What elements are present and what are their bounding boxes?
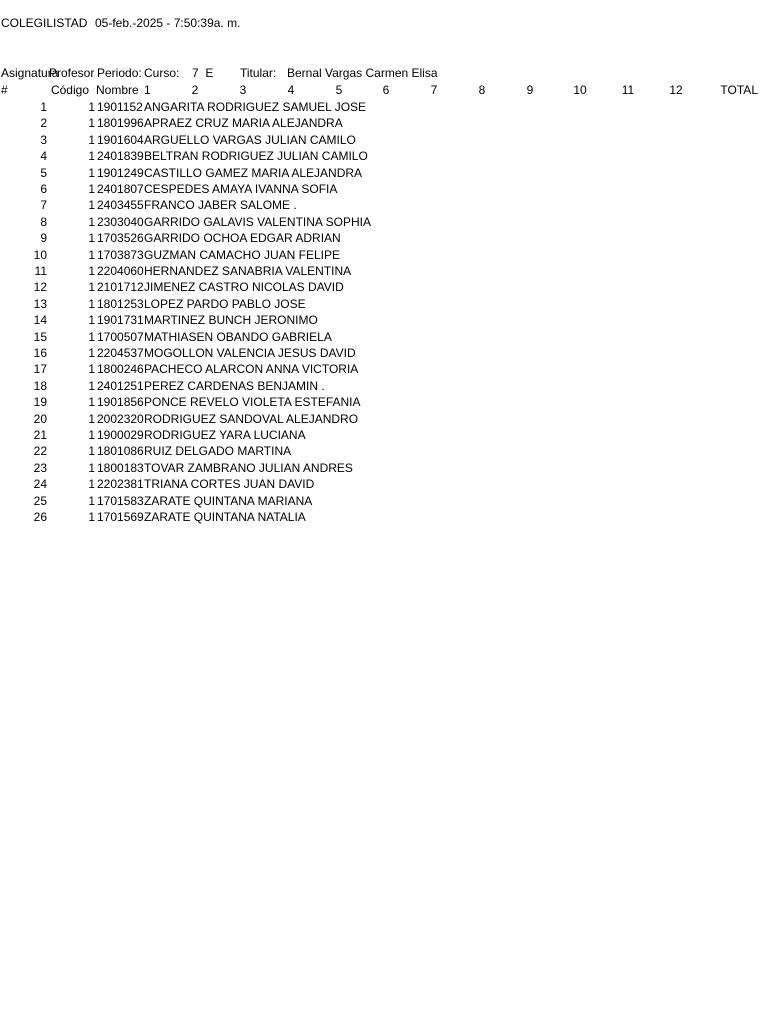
profesor-label: Profesor — [49, 66, 95, 80]
student-name: PACHECO ALARCON ANNA VICTORIA — [144, 362, 359, 377]
student-code: 1801086 — [97, 444, 144, 459]
row-value: 1 — [88, 378, 95, 393]
row-number: 5 — [40, 165, 47, 180]
student-name: ZARATE QUINTANA MARIANA — [144, 493, 313, 508]
column-header-period-6: 6 — [382, 83, 390, 97]
student-code: 1901731 — [97, 313, 144, 328]
student-name: GARRIDO OCHOA EDGAR ADRIAN — [144, 231, 341, 246]
row-number: 11 — [34, 264, 47, 278]
row-number: 16 — [33, 346, 47, 360]
student-name: PONCE REVELO VIOLETA ESTEFANIA — [144, 395, 361, 410]
column-header-period-5: 5 — [335, 83, 343, 97]
student-code: 1901249 — [97, 165, 144, 180]
row-value: 1 — [88, 264, 95, 278]
periodo-label: Periodo: — [97, 66, 142, 80]
student-code: 2401807 — [97, 182, 144, 196]
column-header-num: # — [1, 83, 8, 97]
row-value: 1 — [88, 346, 95, 360]
row-value: 1 — [88, 116, 95, 131]
student-code: 2204537 — [97, 346, 144, 360]
row-value: 1 — [88, 100, 95, 114]
row-number: 25 — [33, 493, 47, 508]
student-code: 1703526 — [97, 231, 144, 246]
row-number: 18 — [33, 378, 47, 393]
student-name: TRIANA CORTES JUAN DAVID — [144, 477, 315, 492]
row-value: 1 — [88, 296, 95, 311]
row-value: 1 — [88, 214, 95, 229]
student-code: 2101712 — [97, 280, 144, 295]
row-value: 1 — [88, 477, 95, 492]
row-number: 19 — [33, 395, 47, 410]
column-header-nombre: Nombre — [96, 83, 139, 97]
student-name: FRANCO JABER SALOME . — [144, 198, 297, 213]
student-code: 1701583 — [97, 493, 144, 508]
student-name: ZARATE QUINTANA NATALIA — [144, 510, 306, 524]
column-header-period-1: 1 — [144, 83, 151, 97]
row-number: 4 — [40, 149, 47, 164]
column-header-codigo: Código — [50, 83, 89, 97]
student-name: ARGUELLO VARGAS JULIAN CAMILO — [144, 132, 356, 147]
student-name: TOVAR ZAMBRANO JULIAN ANDRES — [144, 460, 353, 475]
student-code: 1703873 — [97, 247, 144, 262]
row-value: 1 — [88, 444, 95, 459]
row-value: 1 — [88, 149, 95, 164]
row-number: 7 — [40, 198, 47, 213]
student-name: BELTRAN RODRIGUEZ JULIAN CAMILO — [144, 149, 368, 164]
row-number: 3 — [40, 132, 47, 147]
student-name: MATHIASEN OBANDO GABRIELA — [144, 329, 332, 344]
row-number: 12 — [33, 280, 47, 295]
row-value: 1 — [88, 165, 95, 180]
column-header-period-8: 8 — [478, 83, 486, 97]
student-name: MOGOLLON VALENCIA JESUS DAVID — [144, 346, 356, 360]
student-name: ANGARITA RODRIGUEZ SAMUEL JOSE — [144, 100, 367, 114]
student-code: 1801996 — [97, 116, 144, 131]
curso-label: Curso: — [144, 66, 180, 80]
student-code: 2202381 — [97, 477, 144, 492]
student-code: 1800183 — [97, 460, 144, 475]
student-name: HERNANDEZ SANABRIA VALENTINA — [144, 264, 352, 278]
student-code: 2002320 — [97, 411, 144, 426]
column-header-period-3: 3 — [239, 83, 247, 97]
student-code: 2401251 — [97, 378, 144, 393]
student-name: CESPEDES AMAYA IVANNA SOFIA — [144, 182, 338, 196]
row-value: 1 — [88, 182, 95, 196]
column-header-period-9: 9 — [526, 83, 534, 97]
column-header-period-10: 10 — [573, 83, 587, 97]
student-code: 2403455 — [97, 198, 144, 213]
student-name: GARRIDO GALAVIS VALENTINA SOPHIA — [144, 214, 371, 229]
student-code: 2303040 — [97, 214, 144, 229]
row-number: 2 — [40, 116, 47, 131]
row-value: 1 — [88, 198, 95, 213]
curso-value: 7 E — [192, 66, 214, 80]
student-name: JIMENEZ CASTRO NICOLAS DAVID — [144, 280, 344, 295]
row-number: 20 — [33, 411, 47, 426]
student-code: 1701569 — [97, 510, 144, 524]
row-value: 1 — [88, 362, 95, 377]
row-number: 23 — [33, 460, 47, 475]
student-name: RODRIGUEZ YARA LUCIANA — [144, 428, 306, 442]
student-code: 1901604 — [97, 132, 144, 147]
row-number: 1 — [40, 100, 47, 114]
student-name: RODRIGUEZ SANDOVAL ALEJANDRO — [144, 411, 359, 426]
student-code: 1901152 — [97, 100, 143, 114]
titular-label: Titular: — [240, 66, 277, 80]
column-header-period-12: 12 — [669, 83, 683, 97]
student-code: 1801253 — [97, 296, 144, 311]
row-value: 1 — [88, 329, 95, 344]
asignatura-label: Asignatura — [1, 66, 59, 80]
row-value: 1 — [88, 460, 95, 475]
row-number: 17 — [33, 362, 47, 377]
column-header-total: TOTAL — [720, 83, 758, 97]
student-name: MARTINEZ BUNCH JERONIMO — [144, 313, 318, 328]
row-value: 1 — [88, 313, 95, 328]
row-number: 26 — [33, 510, 47, 524]
row-number: 9 — [40, 231, 47, 246]
student-name: APRAEZ CRUZ MARIA ALEJANDRA — [144, 116, 343, 131]
row-value: 1 — [88, 510, 95, 524]
report-title: COLEGILISTAD — [1, 16, 88, 30]
student-name: CASTILLO GAMEZ MARIA ALEJANDRA — [144, 165, 363, 180]
row-number: 8 — [40, 214, 47, 229]
column-header-period-2: 2 — [191, 83, 199, 97]
student-name: RUIZ DELGADO MARTINA — [144, 444, 292, 459]
row-value: 1 — [88, 247, 95, 262]
column-header-period-11: 11 — [621, 83, 635, 97]
student-code: 2204060 — [97, 264, 144, 278]
student-name: GUZMAN CAMACHO JUAN FELIPE — [144, 247, 341, 262]
column-header-period-4: 4 — [287, 83, 295, 97]
row-value: 1 — [88, 231, 95, 246]
student-code: 1901856 — [97, 395, 144, 410]
row-number: 24 — [33, 477, 47, 492]
student-code: 2401839 — [97, 149, 144, 164]
row-number: 10 — [33, 247, 47, 262]
row-value: 1 — [88, 132, 95, 147]
row-value: 1 — [88, 395, 95, 410]
row-value: 1 — [88, 493, 95, 508]
column-header-period-7: 7 — [430, 83, 438, 97]
student-code: 1800246 — [97, 362, 144, 377]
row-number: 15 — [33, 329, 47, 344]
row-number: 13 — [33, 296, 47, 311]
student-name: PEREZ CARDENAS BENJAMIN . — [144, 378, 325, 393]
row-number: 14 — [33, 313, 47, 328]
student-code: 1900029 — [97, 428, 144, 442]
row-value: 1 — [88, 280, 95, 295]
student-code: 1700507 — [97, 329, 144, 344]
row-value: 1 — [88, 428, 95, 442]
row-number: 6 — [40, 182, 47, 196]
row-number: 21 — [33, 428, 47, 442]
row-value: 1 — [88, 411, 95, 426]
titular-value: Bernal Vargas Carmen Elisa — [287, 66, 438, 80]
row-number: 22 — [33, 444, 47, 459]
student-name: LOPEZ PARDO PABLO JOSE — [144, 296, 306, 311]
report-timestamp: 05-feb.-2025 - 7:50:39a. m. — [95, 16, 241, 30]
